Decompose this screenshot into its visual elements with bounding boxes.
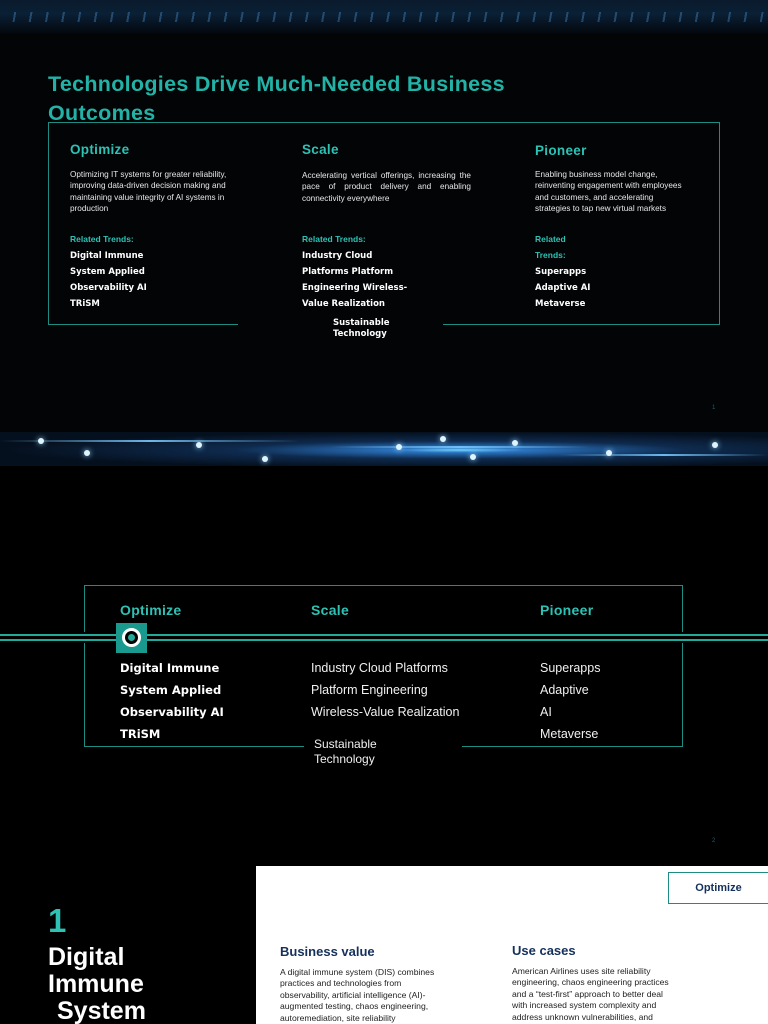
list-item: System Applied [70,267,145,277]
text-line: A digital immune system (DIS) combines [280,967,435,977]
list-item: Wireless-Value Realization [311,705,460,719]
heading-line-1: Digital [48,943,125,971]
page-number: 1 [712,405,716,411]
list-item: Platform Engineering [311,683,428,697]
list-item: Observability AI [120,705,224,719]
text-line: observability, artificial intelligence (AI)- [280,989,426,1000]
pioneer-trend-list [535,264,590,312]
header-light-trails-image [0,0,768,34]
light-dot [196,442,202,448]
optimize-description: Optimizing IT systems for greater reliability, improving data-driven decision making and maintaining value integrity of AI systems in production [70,170,227,214]
list-item: Metaverse [535,299,586,309]
heading-line-3: System [57,997,146,1024]
light-dot [440,436,446,442]
column-heading-pioneer: Pioneer [540,602,594,618]
light-dot [262,456,268,462]
list-item: TRiSM [120,727,161,741]
section-heading [48,944,248,1024]
related-trends-label: Related Trends: [70,234,134,244]
light-streak [330,446,590,448]
scale-trend-list [302,248,407,312]
text-line: engineering, chaos engineering practices [512,977,669,988]
light-dot [606,450,612,456]
section-number: 1 [48,902,67,939]
light-dot [712,442,718,448]
light-streak [0,440,300,442]
list-item: Observability AI [70,283,147,293]
text-line: practices and technologies from [280,978,402,989]
column-heading-optimize: Optimize [120,602,182,618]
list-item: Value Realization [302,299,385,309]
header-light-trails-image [0,432,768,466]
heading-line-2: Immune [48,970,144,998]
list-item: Industry Cloud Platforms [311,661,448,675]
sustainable-line-1: Sustainable [333,318,390,328]
optimize-trend-list [120,657,224,745]
slide-3 [0,864,768,1024]
text-line: address unknown vulnerabilities, and [512,1011,653,1022]
scale-description: Accelerating vertical offerings, increasing the pace of product delivery and enabling connectivity everywhere [302,171,471,203]
business-value-heading: Business value [280,944,375,959]
pioneer-trend-list [540,657,600,745]
optimize-badge: Optimize [668,872,768,904]
list-item: Superapps [540,661,601,675]
light-dot [38,438,44,444]
column-heading-optimize: Optimize [70,142,130,157]
use-cases-heading: Use cases [512,943,576,958]
optimize-trend-list [70,248,147,312]
light-dot [470,454,476,460]
column-heading-scale: Scale [311,602,350,618]
sustainable-technology-label [333,318,390,340]
list-item: Digital Immune [120,661,220,675]
text-line: with increased system complexity and [512,1000,657,1011]
business-value-text [280,967,480,1024]
text-line: autoremediation, site reliability [280,1012,396,1023]
light-dot [84,450,90,456]
related-trends-label-line-1: Related [535,234,566,244]
sustainable-line-1: Sustainable [314,737,377,751]
timeline-node-icon [116,623,147,653]
list-item: Metaverse [540,727,599,741]
light-dot [396,444,402,450]
related-trends-label-line-2: Trends: [535,250,566,260]
list-item: Superapps [535,267,587,277]
slide-title: Technologies Drive Much-Needed Business Outcomes [48,72,505,125]
text-line: augmented testing, chaos engineering, [280,1001,429,1012]
list-item: AI [540,705,552,719]
sustainable-technology-label [314,737,377,766]
list-item: Platforms Platform [302,267,394,277]
light-streak [560,454,768,456]
text-line: American Airlines uses site reliability [512,966,651,976]
use-cases-text [512,966,712,1023]
related-trends-label: Related Trends: [302,234,366,244]
light-dot [512,440,518,446]
list-item: Adaptive AI [535,283,591,293]
column-heading-scale: Scale [302,142,339,157]
list-item: TRiSM [70,299,100,309]
slide-2 [0,432,768,864]
list-item: Digital Immune [70,251,144,261]
page-number: 2 [712,838,716,844]
list-item: System Applied [120,683,222,697]
sustainable-line-2: Technology [314,751,375,766]
column-heading-pioneer: Pioneer [535,143,587,158]
list-item: Engineering Wireless- [302,283,408,293]
list-item: Adaptive [540,683,589,697]
pioneer-description: Enabling business model change, reinventing engagement with employees and customers, and accelerating strategies to tap new virtual markets [535,170,682,214]
list-item: Industry Cloud [302,251,373,261]
text-line: and a “test-first” approach to better deal [512,988,663,999]
scale-trend-list [311,657,459,723]
slide-1 [0,0,768,432]
sustainable-line-2: Technology [333,329,387,339]
